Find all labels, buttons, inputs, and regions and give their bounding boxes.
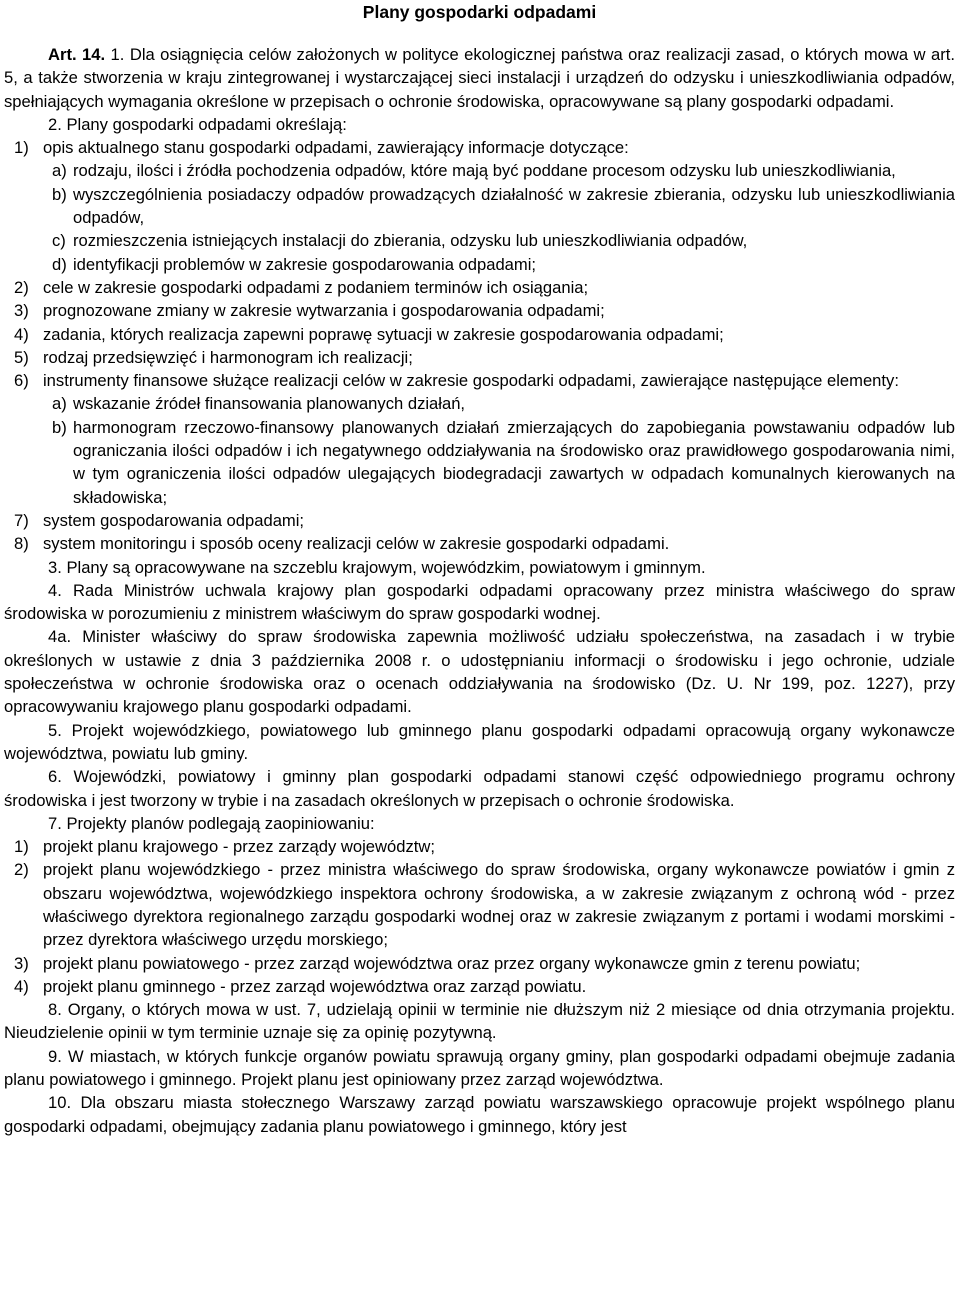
list-item — [4, 136, 955, 159]
sub-list-item-letter: b) — [52, 417, 67, 437]
list-item-text: projekt planu gminnego - przez zarząd województwa oraz zarząd powiatu. — [43, 976, 587, 996]
list-item-number: 1) — [14, 837, 29, 857]
list-item-text: prognozowane zmiany w zakresie wytwarzania i gospodarowania odpadami; — [43, 301, 605, 321]
sub-list-item — [43, 253, 955, 276]
list-item-number: 4) — [14, 976, 29, 996]
sub-list-item-text: harmonogram rzeczowo-finansowy planowanych działań zmierzających do zapobiegania powstawaniu odpadów lub ograniczania ilości odpadów i ich negatywnego oddziaływania na środowisko oraz prawidłowego gospodarowania nimi, w tym ograniczenia ilości odpadów ulegających biodegradacji zawartych w odpadach komunalnych kierowanych na składowiska; — [73, 417, 955, 507]
sub-list-item — [43, 392, 955, 415]
sub-list-item-text: wyszczególnienia posiadaczy odpadów prowadzących działalność w zakresie zbierania, odzysku lub unieszkodliwiania odpadów, — [73, 184, 955, 228]
sub-list-item — [43, 159, 955, 182]
paragraph-1-text: 1. Dla osiągnięcia celów założonych w polityce ekologicznej państwa oraz realizacji zasad, o których mowa w art. 5, a także stworzenia w kraju zintegrowanej i wystarczającej sieci instalacji i urządzeń do odzysku i unieszkodliwiania odpadów, spełniających wymagania określone w przepisach o ochronie środowiska, opracowywane są plany gospodarki odpadami. — [4, 45, 955, 111]
paragraph-4a: 4a. Minister właściwy do spraw środowiska zapewnia możliwość udziału społeczeństwa, na zasadach i w trybie określonych w ustawie z dnia 3 października 2008 r. o udostępnianiu informacji o środowisku i jego ochronie, udziale społeczeństwa w ochronie środowiska oraz o ocenach oddziaływania na środowisko (Dz. U. Nr 199, poz. 1227), przy opracowywaniu krajowego planu gospodarki odpadami. — [4, 627, 955, 717]
sub-list-item-text: wskazanie źródeł finansowania planowanych działań, — [73, 394, 466, 414]
paragraph-3: 3. Plany są opracowywane na szczeblu krajowym, wojewódzkim, powiatowym i gminnym. — [48, 557, 706, 577]
paragraph-6: 6. Wojewódzki, powiatowy i gminny plan gospodarki odpadami stanowi część odpowiedniego programu ochrony środowiska i jest tworzony w trybie i na zasadach określonych w przepisach o ochronie środowiska. — [4, 767, 955, 810]
paragraph-5: 5. Projekt wojewódzkiego, powiatowego lub gminnego planu gospodarki odpadami opracowują organy wykonawcze województwa, powiatu lub gminy. — [4, 720, 955, 763]
sub-list-item-letter: d) — [52, 254, 67, 274]
list-item-text: zadania, których realizacja zapewni poprawę sytuacji w zakresie gospodarowania odpadami; — [43, 324, 724, 344]
paragraph-4: 4. Rada Ministrów uchwala krajowy plan gospodarki odpadami opracowany przez ministra właściwego do spraw środowiska w porozumieniu z ministrem właściwym do spraw gospodarki wodnej. — [4, 580, 955, 624]
list-item-text: projekt planu powiatowego - przez zarząd województwa oraz przez organy wykonawcze gmin z terenu powiatu; — [43, 953, 861, 973]
list-7 — [4, 835, 955, 998]
list-item — [4, 369, 955, 392]
list-2 — [4, 136, 955, 555]
list-item — [4, 299, 955, 322]
list-item — [4, 323, 955, 346]
sub-list-item — [43, 229, 955, 252]
list-item — [4, 858, 955, 951]
list-item-text: projekt planu wojewódzkiego - przez ministra właściwego do spraw środowiska, organy wykonawcze powiatów i gmin z obszaru województwa, wojewódzkiego inspektora ochrony środowiska, a w zakresie związanym z ochroną wód - przez właściwego dyrektora regionalnego zarządu gospodarki wodnej oraz w zakresie związanym z portami i wodami morskimi - przez dyrektora właściwego urzędu morskiego; — [43, 860, 955, 950]
paragraph-8: 8. Organy, o których mowa w ust. 7, udzielają opinii w terminie nie dłuższym niż 2 miesiące od dnia otrzymania projektu. Nieudzielenie opinii w tym terminie uznaje się za opinię pozytywną. — [4, 1000, 955, 1043]
sub-list-item-text: rozmieszczenia istniejących instalacji do zbierania, odzysku lub unieszkodliwiania odpadów, — [73, 231, 748, 251]
paragraph-7: 7. Projekty planów podlegają zaopiniowaniu: — [48, 813, 375, 833]
sub-list-item-letter: a) — [52, 394, 67, 414]
list-item-text: rodzaj przedsięwzięć i harmonogram ich realizacji; — [43, 347, 413, 367]
list-item-number: 3) — [14, 301, 29, 321]
paragraph-2: 2. Plany gospodarki odpadami określają: — [48, 114, 347, 134]
list-item-number: 8) — [14, 534, 29, 554]
sub-list-item-text: rodzaju, ilości i źródła pochodzenia odpadów, które mają być poddane procesom odzysku lub unieszkodliwiania, — [73, 161, 896, 181]
list-item-number: 6) — [14, 371, 29, 391]
list-item-number: 4) — [14, 324, 29, 344]
list-item-number: 5) — [14, 347, 29, 367]
document-title: Plany gospodarki odpadami — [362, 2, 597, 22]
list-item-number: 1) — [14, 138, 29, 158]
list-item — [4, 532, 955, 555]
paragraph-9: 9. W miastach, w których funkcje organów powiatu sprawują organy gminy, plan gospodarki odpadami obejmuje zadania planu powiatowego i gminnego. Projekt planu jest opiniowany przez zarząd województwa. — [4, 1046, 955, 1090]
paragraph-1 — [4, 43, 955, 113]
list-item — [4, 509, 955, 532]
list-item — [4, 276, 955, 299]
list-item-text: projekt planu krajowego - przez zarządy województw; — [43, 837, 435, 857]
article-label: Art. 14. — [48, 45, 106, 64]
list-item-text: opis aktualnego stanu gospodarki odpadami, zawierający informacje dotyczące: — [43, 138, 629, 158]
sub-list-item — [43, 416, 955, 509]
sub-list-item — [43, 183, 955, 230]
list-item — [4, 975, 955, 998]
list-item — [4, 952, 955, 975]
sub-list-item-text: identyfikacji problemów w zakresie gospodarowania odpadami; — [73, 254, 537, 274]
paragraph-10: 10. Dla obszaru miasta stołecznego Warszawy zarząd powiatu warszawskiego opracowuje projekt wspólnego planu gospodarki odpadami, obejmujący zadania planu powiatowego i gminnego, który jest — [4, 1093, 955, 1136]
list-item-text: system gospodarowania odpadami; — [43, 510, 305, 530]
sub-list-item-letter: a) — [52, 161, 67, 181]
list-item-text: instrumenty finansowe służące realizacji celów w zakresie gospodarki odpadami, zawierające następujące elementy: — [43, 371, 899, 391]
list-item — [4, 346, 955, 369]
list-item-number: 3) — [14, 953, 29, 973]
list-item-text: cele w zakresie gospodarki odpadami z podaniem terminów ich osiągania; — [43, 277, 589, 297]
sub-list-item-letter: c) — [52, 231, 66, 251]
sub-list-item-letter: b) — [52, 184, 67, 204]
list-item-number: 2) — [14, 277, 29, 297]
list-item-number: 7) — [14, 510, 29, 530]
list-item-text: system monitoringu i sposób oceny realizacji celów w zakresie gospodarki odpadami. — [43, 534, 670, 554]
list-item-number: 2) — [14, 860, 29, 880]
list-item — [4, 835, 955, 858]
